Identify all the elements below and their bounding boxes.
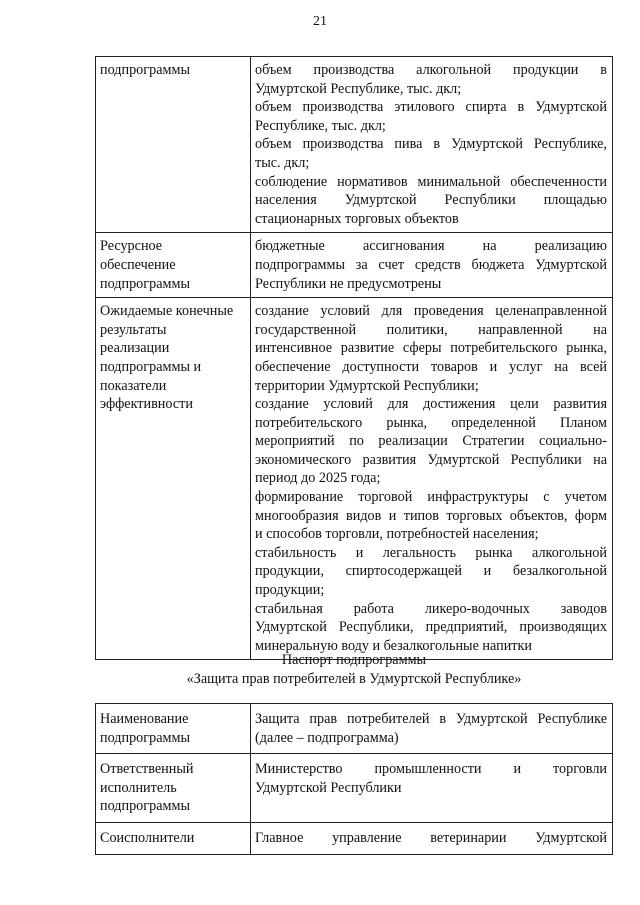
page-number: 21 (313, 14, 327, 29)
row-value-cell (251, 822, 613, 854)
label-line: подпрограммы и (100, 358, 202, 375)
label-line: обеспечение (100, 256, 176, 273)
table-row (96, 704, 613, 754)
label-line: Ответственный (100, 761, 194, 778)
value-line: подпрограммы за счет средств бюджета Удмуртской (255, 256, 607, 273)
value-line: населения Удмуртской Республики площадью (255, 192, 607, 209)
value-line: соблюдение нормативов минимальной обеспеченности (255, 173, 607, 190)
label-line: реализации (100, 340, 170, 357)
passport-title: Паспорт подпрограммы (281, 652, 427, 668)
row-label-cell (96, 822, 251, 854)
value-line: тыс. дкл; (255, 154, 310, 171)
row-label-cell (96, 233, 251, 298)
value-line: объем производства алкогольной продукции в (255, 62, 607, 78)
row-value-cell (251, 233, 613, 298)
value-line: интенсивное развитие сферы потребительского рынка, (255, 340, 607, 357)
value-line: создание условий для достижения цели развития (255, 396, 607, 413)
value-line: мероприятий по реализации Стратегии социально- (255, 433, 607, 450)
label-line: Соисполнители (100, 829, 195, 846)
row-label-cell (96, 57, 251, 233)
label-line: подпрограммы (100, 62, 190, 78)
table-row (96, 822, 613, 854)
value-line: продукции, спиртосодержащей и безалкогольной (255, 563, 607, 580)
passport-heading (95, 651, 613, 688)
value-line: обеспечение доступности товаров и услуг на всей (255, 358, 607, 375)
value-line: объем производства пива в Удмуртской Республике, (255, 136, 607, 153)
row-label-cell (96, 298, 251, 660)
value-line: Министерство промышленности и торговли (255, 761, 607, 778)
value-line: стабильная работа ликеро-водочных заводов (255, 600, 607, 617)
label-line: подпрограммы (100, 729, 190, 746)
value-line: стационарных торговых объектов (255, 210, 459, 227)
value-line: продукции; (255, 582, 325, 599)
value-line: Республики не предусмотрены (255, 275, 442, 292)
row-value-cell (251, 57, 613, 233)
value-line: Главное управление ветеринарии Удмуртской (255, 829, 607, 846)
value-line: Удмуртской Республики, предприятий, производящих (255, 619, 607, 636)
value-line: объем производства этилового спирта в Удмуртской (255, 99, 607, 116)
value-line: Республике, тыс. дкл; (255, 117, 386, 134)
row-value-cell (251, 754, 613, 823)
value-line: (далее – подпрограмма) (255, 729, 399, 746)
value-line: формирование торговой инфраструктуры с учетом (255, 489, 607, 506)
table-row (96, 298, 613, 660)
consumer-protection-passport-table (95, 703, 613, 855)
label-line: Наименование (100, 711, 189, 727)
label-line: эффективности (100, 396, 193, 413)
value-line: потребительского рынка, определенной Планом (255, 414, 607, 431)
value-line: государственной политики, направленной на (255, 321, 607, 338)
table-row (96, 754, 613, 823)
label-line: подпрограммы (100, 798, 190, 815)
value-line: Удмуртской Республики (255, 779, 402, 796)
label-line: Ожидаемые конечные (100, 303, 234, 320)
value-line: экономического развития Удмуртской Республики на (255, 451, 607, 468)
value-line: минеральную воду и безалкогольные напитки (255, 637, 532, 654)
label-line: показатели (100, 377, 167, 394)
row-label-cell (96, 754, 251, 823)
passport-subtitle: «Защита прав потребителей в Удмуртской Республике» (186, 670, 522, 687)
value-line: период до 2025 года; (255, 470, 381, 487)
subprogram-table-continued (95, 56, 613, 660)
value-line: бюджетные ассигнования на реализацию (255, 238, 607, 255)
value-line: создание условий для проведения целенаправленной (255, 303, 607, 320)
label-line: результаты (100, 321, 167, 338)
row-value-cell (251, 704, 613, 754)
value-line: многообразия видов и типов торговых объектов, форм (255, 507, 607, 524)
label-line: подпрограммы (100, 275, 190, 292)
value-line: стабильность и легальность рынка алкогольной (255, 544, 607, 561)
label-line: Ресурсное (100, 238, 163, 255)
table-row (96, 57, 613, 233)
value-line: Защита прав потребителей в Удмуртской Республике (255, 711, 607, 727)
label-line: исполнитель (100, 779, 177, 796)
value-line: территории Удмуртской Республики; (255, 377, 479, 394)
row-value-cell (251, 298, 613, 660)
value-line: Удмуртской Республике, тыс. дкл; (255, 80, 462, 97)
row-label-cell (96, 704, 251, 754)
value-line: и способов торговли, потребностей населения; (255, 526, 539, 543)
table-row (96, 233, 613, 298)
